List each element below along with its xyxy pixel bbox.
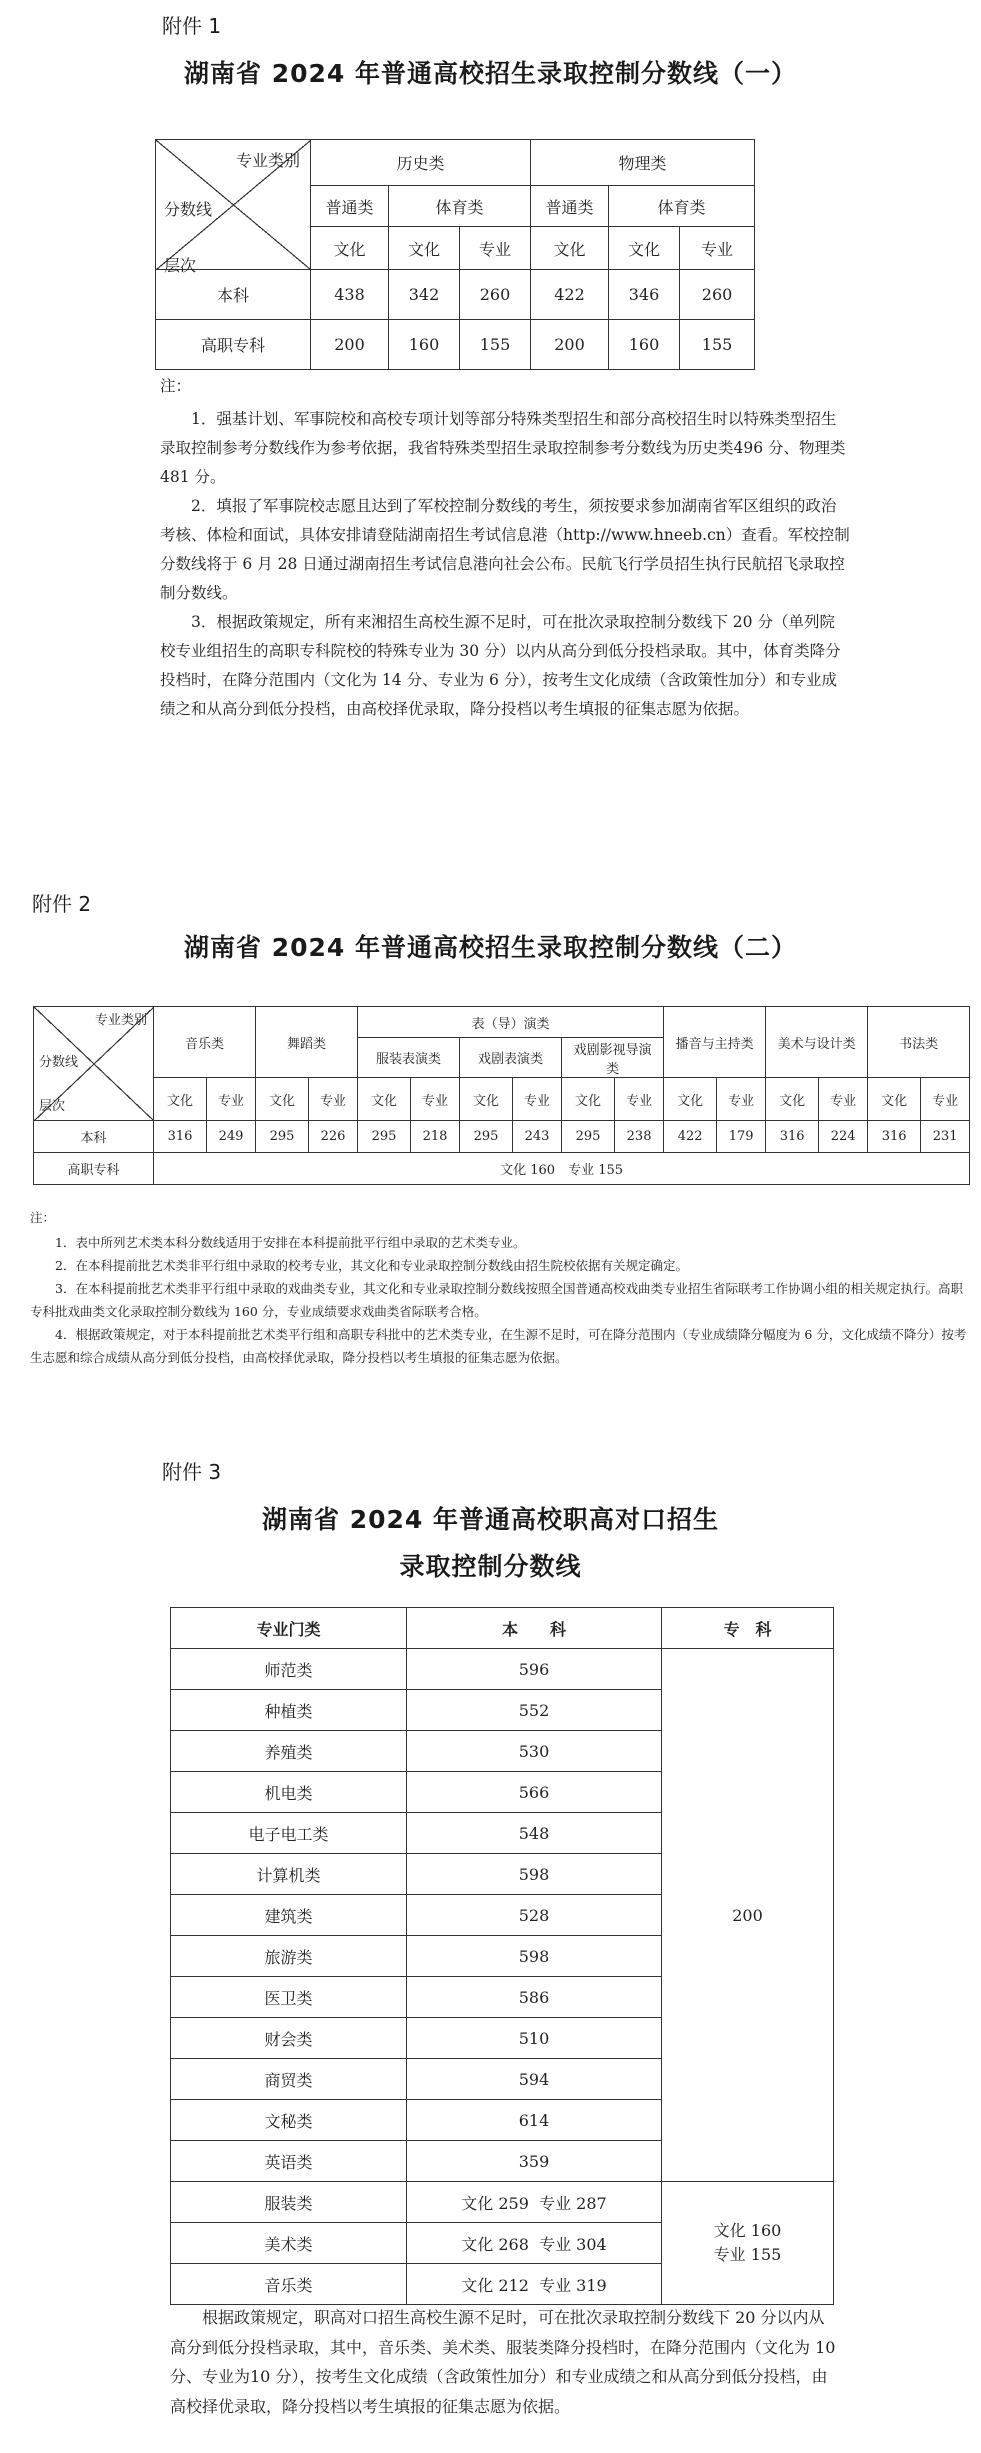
table-row — [156, 320, 839, 370]
row-label: 电子电工类 — [171, 1813, 407, 1854]
header-culture: 文化 — [389, 227, 460, 270]
header-sports: 体育类 — [609, 186, 755, 227]
header-history: 历史类 — [311, 140, 531, 186]
header-major: 专业 — [207, 1078, 256, 1121]
row-label: 文秘类 — [171, 2100, 407, 2141]
policy-paragraph: 根据政策规定，职高对口招生高校生源不足时，可在批次录取控制分数线下 20 分以内从高分到低分投档录取，其中，音乐类、美术类、服装类降分投档时，在降分范围内（文化为 10 分、专业为10 分），按考生文化成绩（含政策性加分）和专业成绩之和从高分到低分投档，由高校择优录取，降分投档以考生填报的征集志愿为依据。 — [170, 2308, 836, 2416]
header-culture: 文化 — [868, 1078, 921, 1121]
row-label: 财会类 — [171, 2018, 407, 2059]
note-item: 3．根据政策规定，所有来湘招生高校生源不足时，可在批次录取控制分数线下 20 分（单列院校专业组招生的高职专科院校的特殊专业为 30 分）以内从高分到低分投档录取。其中，体育类降分投档时，在降分范围内（文化为 14 分、专业为 6 分），按考生文化成绩（含政策性加分）和专业成绩之和从高分到低分投档，由高校择优录取，降分投档以考生填报的征集志愿为依据。 — [160, 613, 841, 718]
cell: 586 — [407, 1977, 662, 2018]
cell: 260 — [680, 270, 755, 320]
row-label: 机电类 — [171, 1772, 407, 1813]
header-regular: 普通类 — [311, 186, 389, 227]
header-culture: 文化 — [460, 1078, 513, 1121]
cell: 160 — [389, 320, 460, 370]
table-row — [171, 1649, 834, 1690]
attachment-3-label: 附件 3 — [162, 1460, 222, 1484]
cell: 243 — [513, 1121, 562, 1153]
header-regular: 普通类 — [531, 186, 609, 227]
table-row — [156, 270, 839, 320]
attachment-3-title-line-2: 录取控制分数线 — [399, 1552, 582, 1581]
cell: 249 — [207, 1121, 256, 1153]
notes-2 — [30, 1206, 974, 1369]
diagonal-header-cell — [156, 140, 311, 275]
note-item: 1．强基计划、军事院校和高校专项计划等部分特殊类型招生和部分高校招生时以特殊类型招生录取控制参考分数线作为参考依据，我省特殊类型招生录取控制参考分数线为历史类496 分、物理类481 分。 — [160, 410, 846, 486]
note-item: 3．在本科提前批艺术类非平行组中录取的戏曲类专业，其文化和专业录取控制分数线按照全国普通高校戏曲类专业招生省际联考工作协调小组的相关规定执行。高职专科批戏曲类文化录取控制分数线为 160 分，专业成绩要求戏曲类省际联考合格。 — [30, 1281, 963, 1319]
cell: 316 — [154, 1121, 207, 1153]
header-culture: 文化 — [766, 1078, 819, 1121]
row-label: 种植类 — [171, 1690, 407, 1731]
cell: 231 — [921, 1121, 970, 1153]
header-junior-college: 专 科 — [662, 1608, 834, 1649]
attachment-2-label: 附件 2 — [32, 892, 92, 916]
row-label: 英语类 — [171, 2141, 407, 2182]
cell: 596 — [407, 1649, 662, 1690]
header-art: 美术与设计类 — [766, 1007, 868, 1078]
header-culture: 文化 — [358, 1078, 411, 1121]
attachment-1-label: 附件 1 — [162, 14, 222, 38]
cell: 594 — [407, 2059, 662, 2100]
header-major: 专业 — [819, 1078, 868, 1121]
cell: 224 — [819, 1121, 868, 1153]
header-score: 分数线 — [164, 200, 213, 219]
header-category: 专业类别 — [235, 151, 300, 170]
cell: 295 — [256, 1121, 309, 1153]
row-label: 服装类 — [171, 2182, 407, 2223]
row-label: 本科 — [156, 270, 311, 320]
header-major: 专业 — [460, 227, 531, 270]
cell: 530 — [407, 1731, 662, 1772]
note-item: 2．填报了军事院校志愿且达到了军校控制分数线的考生，须按要求参加湖南省军区组织的政治考核、体检和面试，具体安排请登陆湖南招生考试信息港（http://www.hneeb.cn）查看。军校控制分数线将于 6 月 28 日通过湖南招生考试信息港向社会公布。民航飞行学员招生执行民航招飞录取控制分数线。 — [160, 497, 850, 602]
cell: 200 — [311, 320, 389, 370]
header-culture: 文化 — [256, 1078, 309, 1121]
row-label: 商贸类 — [171, 2059, 407, 2100]
attachment-3-title-line-1: 湖南省 2024 年普通高校职高对口招生 — [262, 1505, 719, 1534]
row-label: 师范类 — [171, 1649, 407, 1690]
header-music: 音乐类 — [154, 1007, 256, 1078]
score-table-1 — [155, 139, 839, 370]
row-label: 音乐类 — [171, 2264, 407, 2305]
header-sports: 体育类 — [389, 186, 531, 227]
cell: 226 — [309, 1121, 358, 1153]
cell-junior-college: 200 — [662, 1649, 834, 2182]
cell: 598 — [407, 1854, 662, 1895]
cell: 510 — [407, 2018, 662, 2059]
header-calligraphy: 书法类 — [868, 1007, 970, 1078]
header-culture: 文化 — [154, 1078, 207, 1121]
cell: 238 — [615, 1121, 664, 1153]
cell: 342 — [389, 270, 460, 320]
note-item: 4．根据政策规定，对于本科提前批艺术类平行组和高职专科批中的艺术类专业，在生源不足时，可在降分范围内（专业成绩降分幅度为 6 分，文化成绩不降分）按考生志愿和综合成绩从高分到低分投档，由高校择优录取，降分投档以考生填报的征集志愿为依据。 — [30, 1327, 967, 1365]
diagonal-header-cell — [34, 1007, 154, 1121]
header-culture: 文化 — [609, 227, 680, 270]
cell: 598 — [407, 1936, 662, 1977]
cell: 155 — [460, 320, 531, 370]
cell: 316 — [766, 1121, 819, 1153]
table-row — [171, 2182, 834, 2223]
row-label: 美术类 — [171, 2223, 407, 2264]
row-label: 医卫类 — [171, 1977, 407, 2018]
header-drama: 戏剧表演类 — [460, 1038, 562, 1078]
header-category: 专业门类 — [171, 1608, 407, 1649]
cell: 528 — [407, 1895, 662, 1936]
row-label: 养殖类 — [171, 1731, 407, 1772]
cell-junior-college-art — [662, 2182, 834, 2305]
header-major: 专业 — [309, 1078, 358, 1121]
cell: 文化 212 专业 319 — [407, 2264, 662, 2305]
score-table-3 — [170, 1607, 834, 2305]
cell: 文化 160 专业 155 — [154, 1153, 970, 1185]
header-culture: 文化 — [531, 227, 609, 270]
row-label: 高职专科 — [34, 1153, 154, 1185]
attachment-2-title: 湖南省 2024 年普通高校招生录取控制分数线（二） — [184, 933, 797, 962]
header-score: 分数线 — [39, 1055, 79, 1070]
row-label: 本科 — [34, 1121, 154, 1153]
cell: 359 — [407, 2141, 662, 2182]
header-undergrad: 本 科 — [407, 1608, 662, 1649]
row-label: 高职专科 — [156, 320, 311, 370]
header-dance: 舞蹈类 — [256, 1007, 358, 1078]
cell: 614 — [407, 2100, 662, 2141]
notes-label: 注： — [160, 377, 192, 395]
cell: 566 — [407, 1772, 662, 1813]
header-perform: 表（导）演类 — [358, 1007, 664, 1038]
header-major: 专业 — [615, 1078, 664, 1121]
cell: 295 — [562, 1121, 615, 1153]
header-film: 戏剧影视导演类 — [562, 1038, 664, 1078]
cell: 422 — [664, 1121, 717, 1153]
header-culture: 文化 — [311, 227, 389, 270]
header-major: 专业 — [411, 1078, 460, 1121]
header-major: 专业 — [717, 1078, 766, 1121]
cell: 179 — [717, 1121, 766, 1153]
header-broadcast: 播音与主持类 — [664, 1007, 766, 1078]
header-costume: 服装表演类 — [358, 1038, 460, 1078]
cell: 316 — [868, 1121, 921, 1153]
header-culture: 文化 — [562, 1078, 615, 1121]
row-label: 旅游类 — [171, 1936, 407, 1977]
notes-label: 注： — [30, 1210, 56, 1225]
header-category: 专业类别 — [94, 1013, 147, 1028]
cell: 295 — [358, 1121, 411, 1153]
header-culture: 文化 — [664, 1078, 717, 1121]
note-item: 1．表中所列艺术类本科分数线适用于安排在本科提前批平行组中录取的艺术类专业。 — [55, 1235, 526, 1250]
header-level: 层次 — [164, 256, 197, 275]
cell: 200 — [531, 320, 609, 370]
cell: 295 — [460, 1121, 513, 1153]
cell: 260 — [460, 270, 531, 320]
header-major: 专业 — [921, 1078, 970, 1121]
cell: 文化 259 专业 287 — [407, 2182, 662, 2223]
cell: 422 — [531, 270, 609, 320]
row-label: 计算机类 — [171, 1854, 407, 1895]
cell: 155 — [680, 320, 755, 370]
notes-1 — [160, 372, 850, 724]
header-major: 专业 — [513, 1078, 562, 1121]
table-row — [34, 1121, 970, 1153]
cell: 文化 268 专业 304 — [407, 2223, 662, 2264]
table-row — [34, 1153, 970, 1185]
header-level: 层次 — [39, 1099, 66, 1114]
cell: 160 — [609, 320, 680, 370]
zk-major: 专业 155 — [713, 2245, 782, 2264]
cell: 548 — [407, 1813, 662, 1854]
cell: 552 — [407, 1690, 662, 1731]
cell: 346 — [609, 270, 680, 320]
header-physics: 物理类 — [531, 140, 755, 186]
row-label: 建筑类 — [171, 1895, 407, 1936]
cell: 218 — [411, 1121, 460, 1153]
note-item: 2．在本科提前批艺术类非平行组中录取的校考专业，其文化和专业录取控制分数线由招生院校依据有关规定确定。 — [55, 1258, 688, 1273]
header-major: 专业 — [680, 227, 755, 270]
attachment-1-title: 湖南省 2024 年普通高校招生录取控制分数线（一） — [184, 59, 797, 88]
score-table-2 — [33, 1006, 970, 1185]
cell: 438 — [311, 270, 389, 320]
zk-culture: 文化 160 — [713, 2221, 782, 2240]
